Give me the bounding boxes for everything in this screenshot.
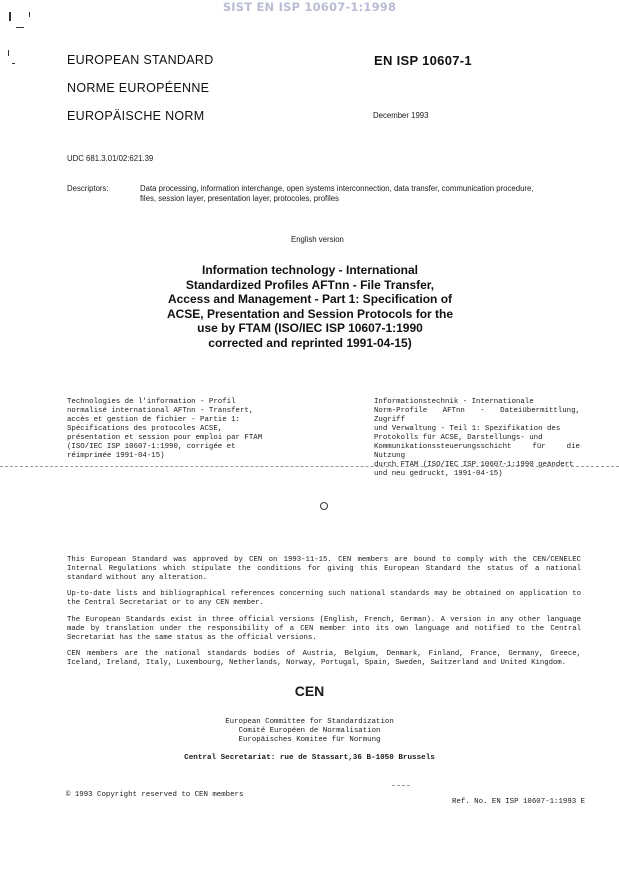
scan-line <box>0 466 619 467</box>
title-line: ACSE, Presentation and Session Protocols for the <box>166 306 454 321</box>
title-line: Access and Management - Part 1: Specification of <box>167 292 453 307</box>
copyright-notice: © 1993 Copyright reserved to CEN members <box>66 791 244 799</box>
scan-mark <box>8 50 9 56</box>
descriptors-line-2: files, session layer, presentation layer, protocoles, profiles <box>140 194 339 203</box>
descriptors-line-1: Data processing, information interchange, open systems interconnection, data transfer, communication procedure, <box>140 184 534 193</box>
scan-mark <box>392 785 410 786</box>
cen-name-en: European Committee for Standardization <box>225 718 394 726</box>
paragraph-members: CEN members are the national standards bodies of Austria, Belgium, Denmark, Finland, France, Germany, Greece, Iceland, Ireland, Italy, Luxembourg, Netherlands, Norway, Portugal, Spain, Sweden, Switzerland and United Kingdom. <box>67 650 581 667</box>
publication-date: December 1993 <box>373 111 429 120</box>
descriptors-label: Descriptors: <box>67 184 109 193</box>
german-title-line: Norm-Profile AFTnn - Dateiübermittlung, Zugriff <box>374 407 580 424</box>
french-title-line: réimprimée 1991-04-15) <box>67 452 165 460</box>
cen-logo: CEN <box>294 683 325 699</box>
header-en: EUROPEAN STANDARD <box>67 53 214 67</box>
header-fr: NORME EUROPÉENNE <box>67 81 210 95</box>
scan-mark <box>12 63 15 64</box>
cen-names <box>0 718 619 745</box>
reference-number: Ref. No. EN ISP 10607-1:1993 E <box>452 798 586 806</box>
french-title-line: présentation et session pour emploi par FTAM <box>67 434 263 442</box>
central-secretariat: Central Secretariat: rue de Stassart,36 B-1050 Brussels <box>184 754 435 762</box>
german-title-line: durch FTAM (ISO/IEC ISP 10607-1:1990 geändert <box>374 461 574 469</box>
version-label: English version <box>291 235 344 244</box>
french-title-line: normalisé international AFTnn - Transfert, <box>67 407 254 415</box>
title-line: use by FTAM (ISO/IEC ISP 10607-1:1990 <box>197 321 423 336</box>
watermark: SIST EN ISP 10607-1:1998 <box>222 0 397 14</box>
german-title-line: und neu gedruckt, 1991-04-15) <box>374 470 503 478</box>
header-de: EUROPÄISCHE NORM <box>67 109 205 123</box>
french-title-line: Spécifications des protocoles ACSE, <box>67 425 223 433</box>
standard-number: EN ISP 10607-1 <box>374 53 472 68</box>
paragraph-approval: This European Standard was approved by CEN on 1993-11-15. CEN members are bound to comply with the CEN/CENELEC Internal Regulations which stipulate the conditions for giving this European Standard the status of a national standard without any alteration. <box>67 556 581 582</box>
french-title <box>67 398 269 461</box>
german-title-line: Kommunikationssteuerungsschicht für die Nutzung <box>374 443 580 460</box>
french-title-line: accès et gestion de fichier - Partie 1: <box>67 416 240 424</box>
title-line: Information technology - International <box>202 263 418 277</box>
french-title-line: Technologies de l'information - Profil <box>67 398 236 406</box>
german-title-line: Informationstechnik - Internationale <box>374 398 534 406</box>
title-line: Standardized Profiles AFTnn - File Transfer, <box>185 277 435 292</box>
title-line: corrected and reprinted 1991-04-15) <box>208 335 412 350</box>
document-title <box>140 263 480 351</box>
german-title-line: Protokolls für ACSE, Darstellungs- und <box>374 434 543 442</box>
scan-mark <box>16 27 24 28</box>
cen-name-fr: Comité Européen de Normalisation <box>238 727 381 735</box>
emblem-icon <box>320 502 328 510</box>
german-title-line: und Verwaltung - Teil 1: Spezifikation des <box>374 425 561 433</box>
french-title-line: (ISO/IEC ISP 10607-1:1990, corrigée et <box>67 443 236 451</box>
cen-name-de: Europäisches Komitee für Normung <box>238 736 381 744</box>
udc-code: UDC 681.3.01/02:621.39 <box>67 154 154 163</box>
paragraph-versions: The European Standards exist in three official versions (English, French, German). A version in any other language made by translation under the responsibility of a CEN member into its own language and notified to the Central Secretariat has the same status as the official versions. <box>67 616 581 642</box>
paragraph-lists: Up-to-date lists and bibliographical references concerning such national standards may be obtained on application to the Central Secretariat or to any CEN member. <box>67 590 581 607</box>
